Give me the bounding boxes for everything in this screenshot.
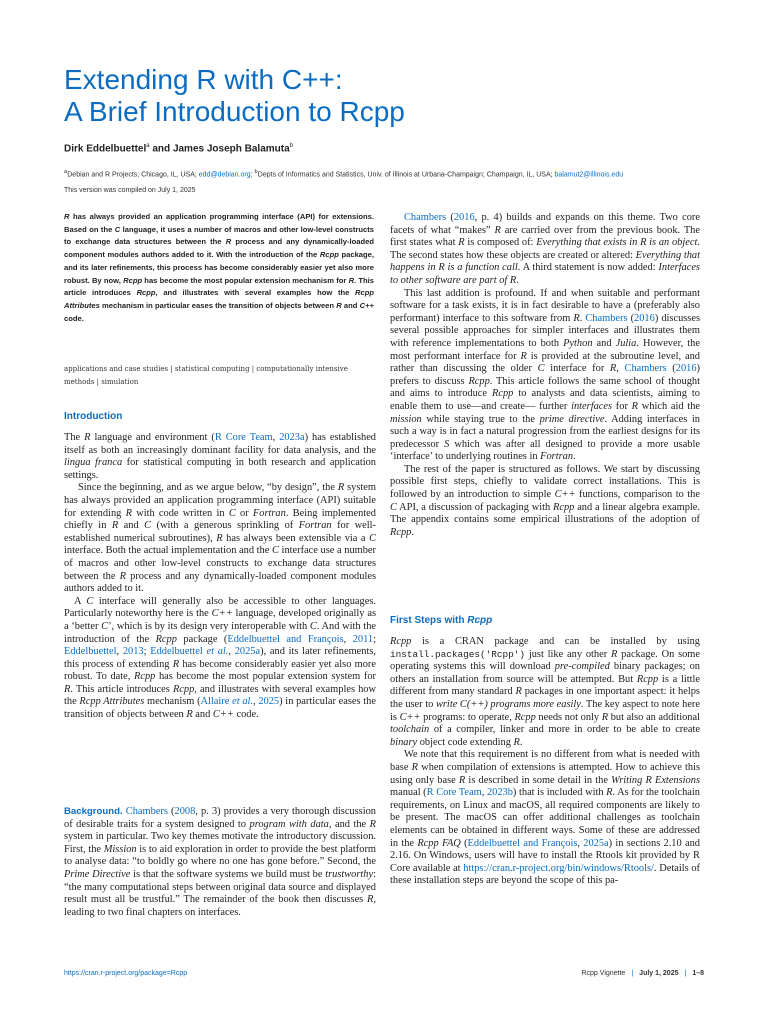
text-run: ,: [616, 363, 625, 375]
citation-link[interactable]: Eddelbuettel: [64, 646, 117, 658]
section-heading-introduction: Introduction: [64, 411, 123, 422]
text-run: R: [84, 432, 91, 443]
text-run: for: [612, 400, 632, 412]
citation-link[interactable]: 2025a: [234, 646, 261, 658]
text-run: . As for the toolchain requirements, on Linux and macOS, all required components are likely to be present. The macOS can offer additional challenges as toolchain elements can be obtained in different ways. Some of these are addressed in the: [390, 787, 700, 849]
text-run: for well-established numerical subroutines),: [64, 520, 376, 544]
text-run: C: [144, 520, 152, 532]
author-name: James Joseph Balamuta: [172, 143, 290, 155]
text-run: ,: [228, 646, 235, 658]
text-run: Fortran: [298, 520, 332, 532]
text-run: Julia: [615, 337, 637, 349]
citation-link[interactable]: et al.: [206, 646, 229, 658]
email-link[interactable]: edd@debian.org: [198, 171, 251, 179]
text-run: R: [520, 350, 527, 362]
text-run: to analysts and data scientists, aiming to enable them to use—and create— further: [390, 388, 700, 412]
text-run: pre-compiled: [554, 661, 610, 673]
title-line-1: Extending R with C++:: [64, 64, 343, 95]
text-run: (with a generous sprinkling of: [151, 520, 299, 532]
text-run: R: [348, 275, 355, 285]
text-run: binary: [390, 736, 418, 748]
text-run: C++: [399, 711, 421, 723]
text-run: prime directive: [539, 413, 605, 425]
text-run: . A third statement is now added:: [517, 262, 659, 274]
text-run: binary packages; on others an installation from source will be attempted. But: [390, 661, 700, 685]
text-run: mechanism in particular eases the transition of objects between: [99, 300, 337, 310]
text-run: is that the software systems we build must be: [130, 868, 326, 880]
text-run: Rcpp: [636, 673, 659, 685]
text-run: API, a discussion of packaging with: [396, 501, 554, 513]
body-paragraph: [390, 288, 700, 464]
text-run: Writing R Extensions: [611, 774, 700, 786]
text-run: C: [309, 620, 317, 632]
package-url-link[interactable]: https://cran.r-project.org/package=Rcpp: [64, 970, 188, 977]
citation-link[interactable]: Chambers: [585, 312, 628, 324]
text-run: mission: [390, 413, 422, 425]
text-run: Rcpp Attributes: [64, 288, 374, 310]
citation-link[interactable]: 2011: [352, 633, 374, 645]
text-run: . The second states how these objects are created or altered:: [390, 237, 700, 261]
text-run: R: [336, 300, 342, 310]
text-run: . Adding interfaces in such a way is in fact a natural progression from the earliest designs for its predecessor: [390, 413, 700, 450]
text-run: , and illustrates with several examples how the: [155, 288, 356, 298]
section-heading-package: Rcpp: [467, 615, 493, 626]
text-run: .: [519, 736, 523, 748]
text-run: are carried over from the previous book. The first states what: [390, 224, 700, 249]
text-run: ,: [481, 787, 487, 799]
text-run: Python: [563, 337, 593, 349]
background-body: [64, 806, 376, 918]
text-run: A: [74, 595, 87, 607]
footer-vignette: Rcpp Vignette: [581, 970, 626, 977]
footer-date: July 1, 2025: [639, 970, 679, 977]
citation-link[interactable]: 2023a: [279, 432, 305, 443]
text-run: ;: [143, 646, 151, 658]
text-run: and: [592, 337, 616, 349]
text-run: is to aid exploration in order to provide the best platform to analyse data: “to boldly go where no one has gone before.” Second, the: [64, 843, 377, 868]
text-run: R: [64, 212, 70, 221]
text-run: The rest of the paper is structured as follows. We start by discussing possible first steps, chiefly to validate correct installations. This is followed by an introduction to simple: [390, 463, 700, 501]
text-run: language, it uses a number of macros and other low-level constructs to exchange data structures between the: [64, 224, 375, 247]
text-run: has become the most popular extension system for: [155, 671, 376, 683]
text-run: Rcpp: [134, 671, 156, 683]
text-run: , leading to two final chapters on interfaces.: [64, 894, 376, 918]
text-run: Since the beginning, and as we argue below, “by design”, the: [78, 482, 338, 494]
text-run: ;: [373, 633, 376, 645]
text-run: ) in sections 2.10 and 2.16. On Windows, users will have to install the Rtools kit provided by R Core available at: [390, 837, 700, 874]
text-run: C++: [554, 489, 576, 501]
text-run: .: [411, 526, 414, 538]
citation-link[interactable]: Eddelbuettel and François: [467, 837, 578, 849]
text-run: C: [86, 595, 94, 607]
text-run: R: [601, 711, 609, 723]
text-run: has always been extensible via a: [222, 532, 370, 544]
citation-link[interactable]: Eddelbuettel and François: [227, 633, 344, 645]
text-run: Rcpp: [390, 526, 412, 538]
text-run: ,: [577, 837, 584, 849]
section-heading-text: First Steps with: [390, 615, 468, 626]
text-run: Prime Directive: [64, 868, 131, 880]
text-run: C: [390, 501, 397, 513]
text-run: , p. 4) builds and expands on this theme. Two core facets of what “makes”: [390, 212, 700, 236]
text-run: Everything that exists in R is an object: [536, 237, 698, 249]
abstract: [64, 211, 374, 325]
text-run: . The key aspect to note here is: [390, 698, 701, 723]
text-run: which aid the: [638, 400, 700, 412]
text-run: of a compiler, linker and more in order to be able to create: [429, 724, 700, 736]
text-run: and: [192, 709, 213, 721]
text-run: , and illustrates with several examples how the: [64, 683, 376, 708]
text-run: . And with the introduction of the: [64, 620, 377, 645]
text-run: ,: [272, 432, 280, 443]
text-run: interface for: [544, 363, 610, 375]
text-run: C++: [212, 709, 234, 721]
body-paragraph: [64, 806, 376, 919]
author-affiliation-mark: a: [146, 143, 150, 149]
text-run: trustworthy: [325, 868, 374, 880]
text-run: is a little different from many standard: [390, 673, 700, 698]
affiliation-mark: a: [64, 169, 68, 175]
text-run: program with data: [249, 818, 329, 830]
text-run: R: [494, 224, 501, 236]
text-run: Rcpp: [553, 501, 575, 513]
text-run: language and environment (: [90, 432, 215, 443]
text-run: (: [460, 837, 468, 849]
text-run: C: [271, 545, 279, 557]
text-run: . Details of these installation steps are beyond the scope of this pa-: [390, 862, 700, 887]
author-conjunction: and: [149, 143, 173, 155]
email-link[interactable]: balamut2@illinois.edu: [554, 171, 624, 179]
text-run: Rcpp: [136, 288, 156, 298]
text-run: S: [444, 438, 450, 450]
text-run: but also an additional: [608, 711, 700, 723]
text-run: needs not only: [535, 711, 602, 723]
text-run: write C(++) programs more easily: [435, 698, 581, 710]
text-run: functions, comparison to the: [575, 489, 700, 501]
text-run: Fortran: [252, 507, 286, 519]
citation-link[interactable]: et al.: [232, 696, 254, 708]
text-run: ,: [116, 646, 123, 658]
body-paragraph: [64, 596, 376, 722]
text-run: package, and its later refinements, this process has become considerably easier yet also more robust. By now,: [64, 250, 374, 285]
text-run: Rcpp FAQ: [417, 837, 461, 849]
affiliations: $^a$Debian and R Projects; Chicago, IL, USA; edd@debian.org; $^b$Depts of Informatics and Statistics, Univ. of Illinois at Urbana-Champaign; Champaign, IL, USA; balamut2@illinois.edu: [64, 169, 624, 179]
text-run: ,: [253, 696, 259, 708]
text-run: ’, which is by its design very interoperable with: [108, 620, 310, 632]
text-run: R: [64, 683, 71, 695]
text-run: R: [631, 400, 639, 412]
text-run: C: [114, 224, 121, 234]
right-column-first-steps: [390, 636, 700, 888]
text-run: This last addition is profound. If and when suitable and performant software for a task exists, it is in fact desirable to have a (preferably also performant) interface to this software from: [390, 287, 700, 324]
text-run: lingua franca: [64, 457, 123, 469]
text-run: toolchain: [390, 724, 430, 736]
text-run: . This article introduces: [64, 275, 374, 298]
text-run: C: [101, 620, 109, 632]
text-run: Rcpp: [390, 636, 412, 647]
text-run: R: [225, 237, 232, 247]
author-affiliation-mark: b: [289, 143, 293, 149]
text-run: package. On some operating systems this will download: [390, 648, 701, 673]
text-run: and a linear algebra example. The appendix contains some empirical illustrations of the adoption of: [390, 501, 701, 526]
text-run: ) has established itself as both an increasingly dominant facility for data analysis, and the: [64, 432, 376, 456]
text-run: . Being implemented chiefly in: [64, 507, 376, 532]
text-run: : “the many computational steps between original data source and displayed result must all be trustful.” The remainder of the book then discusses: [64, 868, 376, 906]
text-run: R: [573, 312, 580, 324]
citation-link[interactable]: 2013: [122, 646, 144, 658]
text-run: Mission: [103, 843, 137, 855]
text-run: language, developed originally as a ‘better: [64, 608, 376, 632]
text-run: ) in particular eases the transition of objects between: [64, 696, 376, 721]
text-run: Rcpp Attributes: [79, 696, 145, 708]
text-run: has always provided an application programming interface (API) for extensions. Based on the: [64, 212, 374, 234]
text-run: system in particular. Two key themes motivate the introductory discussion. First, the: [64, 831, 376, 855]
text-run: system has always provided an application programming interface (API) suitable for extending: [64, 482, 376, 519]
text-run: for statistical computing in both research and application settings.: [64, 457, 377, 481]
text-run: The: [64, 432, 85, 443]
text-run: manual (: [390, 787, 427, 799]
citation-link[interactable]: 2008: [174, 806, 196, 817]
text-run: R: [337, 482, 345, 494]
code-span: install.packages('Rcpp'): [390, 648, 526, 660]
text-run: C++: [211, 608, 233, 620]
citation-link[interactable]: Allaire: [200, 696, 233, 708]
text-run: interfaces: [571, 400, 613, 412]
text-run: . However, the most performant interface for: [390, 337, 700, 362]
text-run: ) that is included with: [512, 787, 607, 799]
text-run: interface. Both the actual implementation and the: [64, 545, 272, 557]
text-run: Rcpp: [468, 375, 490, 387]
text-run: R: [125, 507, 132, 519]
citation-link[interactable]: 2016: [634, 312, 655, 324]
text-run: . This article follows the same school of thought and aims to introduce: [390, 375, 700, 400]
text-run: R: [458, 774, 466, 786]
citation-link[interactable]: 2016: [675, 363, 697, 375]
text-run: R: [458, 237, 465, 249]
text-run: R: [369, 818, 376, 830]
left-column-background: [64, 806, 376, 919]
text-run: R: [515, 686, 522, 698]
text-run: (: [446, 212, 454, 223]
compiled-date: This version was compiled on July 1, 2025: [64, 187, 196, 194]
text-run: C: [369, 532, 376, 544]
text-run: process and any dynamically-loaded component modules authors added to it.: [64, 570, 376, 595]
text-run: , p. 3) provides a very thorough discussion of desirable traits for a system designed to: [64, 806, 376, 830]
text-run: just like any other: [525, 648, 611, 660]
citation-link[interactable]: R Core Team: [426, 787, 482, 799]
affiliation-text: Depts of Informatics and Statistics, Univ. of Illinois at Urbana-Champaign; Champaign, IL, USA;: [257, 171, 555, 179]
text-run: R: [186, 709, 193, 721]
text-run: .: [516, 274, 519, 286]
text-run: R: [111, 520, 119, 532]
citation-link[interactable]: Chambers: [404, 212, 447, 223]
text-run: packages in one important aspect: it helps the user to: [390, 686, 700, 710]
text-run: package (: [176, 633, 228, 645]
text-run: is a CRAN package and can be installed by using: [411, 636, 700, 647]
body-paragraph: [390, 464, 700, 540]
author-name: Dirk Eddelbuettel: [64, 143, 147, 155]
text-run: R: [411, 761, 419, 773]
text-run: which was after all designed to provide a more usable ‘interface’ to underlying routines in: [390, 438, 700, 463]
text-run: (: [666, 363, 676, 375]
text-run: is composed of:: [464, 237, 537, 249]
section-heading-first-steps: [390, 615, 492, 626]
text-run: Everything that happens in R is a function call: [390, 249, 700, 274]
text-run: interface will generally also be accessible to other languages. Particularly noteworthy here is the: [64, 595, 376, 620]
citation-link[interactable]: https://cran.r-project.org/bin/windows/Rtools/: [463, 862, 654, 874]
text-run: has become the most popular extension mechanism for: [142, 275, 349, 285]
footer-separator: |: [684, 970, 687, 977]
text-run: and: [341, 300, 360, 310]
text-run: process and any dynamically-loaded component modules authors added to it. With the introduction of the: [64, 237, 374, 260]
text-run: R: [172, 658, 180, 670]
text-run: mechanism (: [144, 696, 201, 708]
body-paragraph: [64, 482, 376, 595]
text-run: .: [579, 312, 586, 324]
citation-link[interactable]: 2025: [258, 696, 280, 708]
body-paragraph: [390, 749, 700, 888]
text-run: Interfaces to other software are part of R: [390, 262, 700, 286]
text-run: Rcpp: [155, 633, 177, 645]
body-paragraph: [64, 432, 376, 482]
text-run: or: [235, 507, 253, 519]
text-run: R: [119, 570, 126, 582]
text-run: We note that this requirement is no different from what is needed with base: [390, 749, 700, 773]
text-run: interface use a number of macros and other low-level constructs to exchange data structures between the: [64, 545, 376, 582]
text-run: C: [537, 363, 545, 375]
affiliation-text: Debian and R Projects; Chicago, IL, USA;: [67, 171, 199, 179]
text-run: is described in some detail in the: [465, 774, 612, 786]
text-run: Rcpp: [123, 275, 143, 285]
text-run: Fortran: [540, 451, 574, 463]
text-run: ) prefers to discuss: [390, 363, 700, 387]
text-run: R: [606, 787, 613, 799]
body-paragraph: [390, 636, 700, 749]
text-run: ), and its later refinements, this process of extending: [64, 646, 376, 670]
text-run: R: [216, 532, 223, 544]
text-run: ,: [343, 633, 353, 645]
text-run: Rcpp: [492, 388, 514, 400]
text-run: (: [167, 806, 175, 817]
left-column-intro: [64, 432, 376, 722]
text-run: R: [610, 648, 618, 660]
body-paragraph: [390, 212, 700, 288]
text-run: with code written in: [131, 507, 229, 519]
text-run: C: [228, 507, 236, 519]
paragraph-lead-in: Background.: [64, 806, 123, 817]
text-run: programs: to operate,: [420, 711, 515, 723]
citation-link[interactable]: Chambers: [125, 806, 168, 817]
text-run: , and the: [328, 818, 370, 830]
citation-link[interactable]: 2016: [453, 212, 475, 223]
text-run: while staying true to the: [421, 413, 540, 425]
citation-link[interactable]: R Core Team: [214, 432, 273, 443]
citation-link[interactable]: Chambers: [624, 363, 667, 375]
author-list: [64, 143, 293, 154]
citation-link[interactable]: Eddelbuettel: [150, 646, 207, 658]
text-run: ) discusses several possible approaches for simpler interfaces and illustrates them with reference implementations to both: [390, 312, 701, 349]
text-run: and: [118, 520, 145, 532]
text-run: R: [367, 894, 374, 906]
text-run: has become considerably easier yet also more robust. To date,: [64, 658, 376, 683]
text-run: (: [627, 312, 635, 324]
text-run: Rcpp: [172, 683, 195, 695]
text-run: is provided at the subroutine level, and rather than discussing the older: [390, 350, 700, 375]
text-run: R: [513, 736, 520, 748]
text-run: . This article introduces: [70, 683, 173, 695]
citation-link[interactable]: 2025a: [583, 837, 609, 849]
keywords: applications and case studies | statistical computing | computationally intensive methods | simulation: [64, 365, 348, 386]
right-column-top: [390, 212, 700, 539]
footer-pages: 1–8: [692, 970, 704, 977]
footer-url[interactable]: [64, 970, 187, 977]
title-line-2: A Brief Introduction to Rcpp: [64, 96, 405, 127]
citation-link[interactable]: 2023b: [486, 787, 513, 799]
text-run: C++: [359, 300, 374, 310]
text-run: Rcpp: [514, 711, 536, 723]
text-run: R: [609, 363, 617, 375]
text-run: object code extending: [417, 736, 514, 748]
footer-right: [581, 970, 704, 977]
paper-title: [64, 64, 724, 128]
text-run: when compilation of extensions is attempted. How to achieve this using only base: [390, 761, 700, 786]
footer-separator: |: [631, 970, 634, 977]
text-run: .: [573, 451, 576, 463]
text-run: code.: [64, 313, 84, 323]
text-run: code.: [233, 709, 259, 721]
affiliation-mark: b: [254, 169, 258, 175]
text-run: Rcpp: [319, 250, 339, 260]
